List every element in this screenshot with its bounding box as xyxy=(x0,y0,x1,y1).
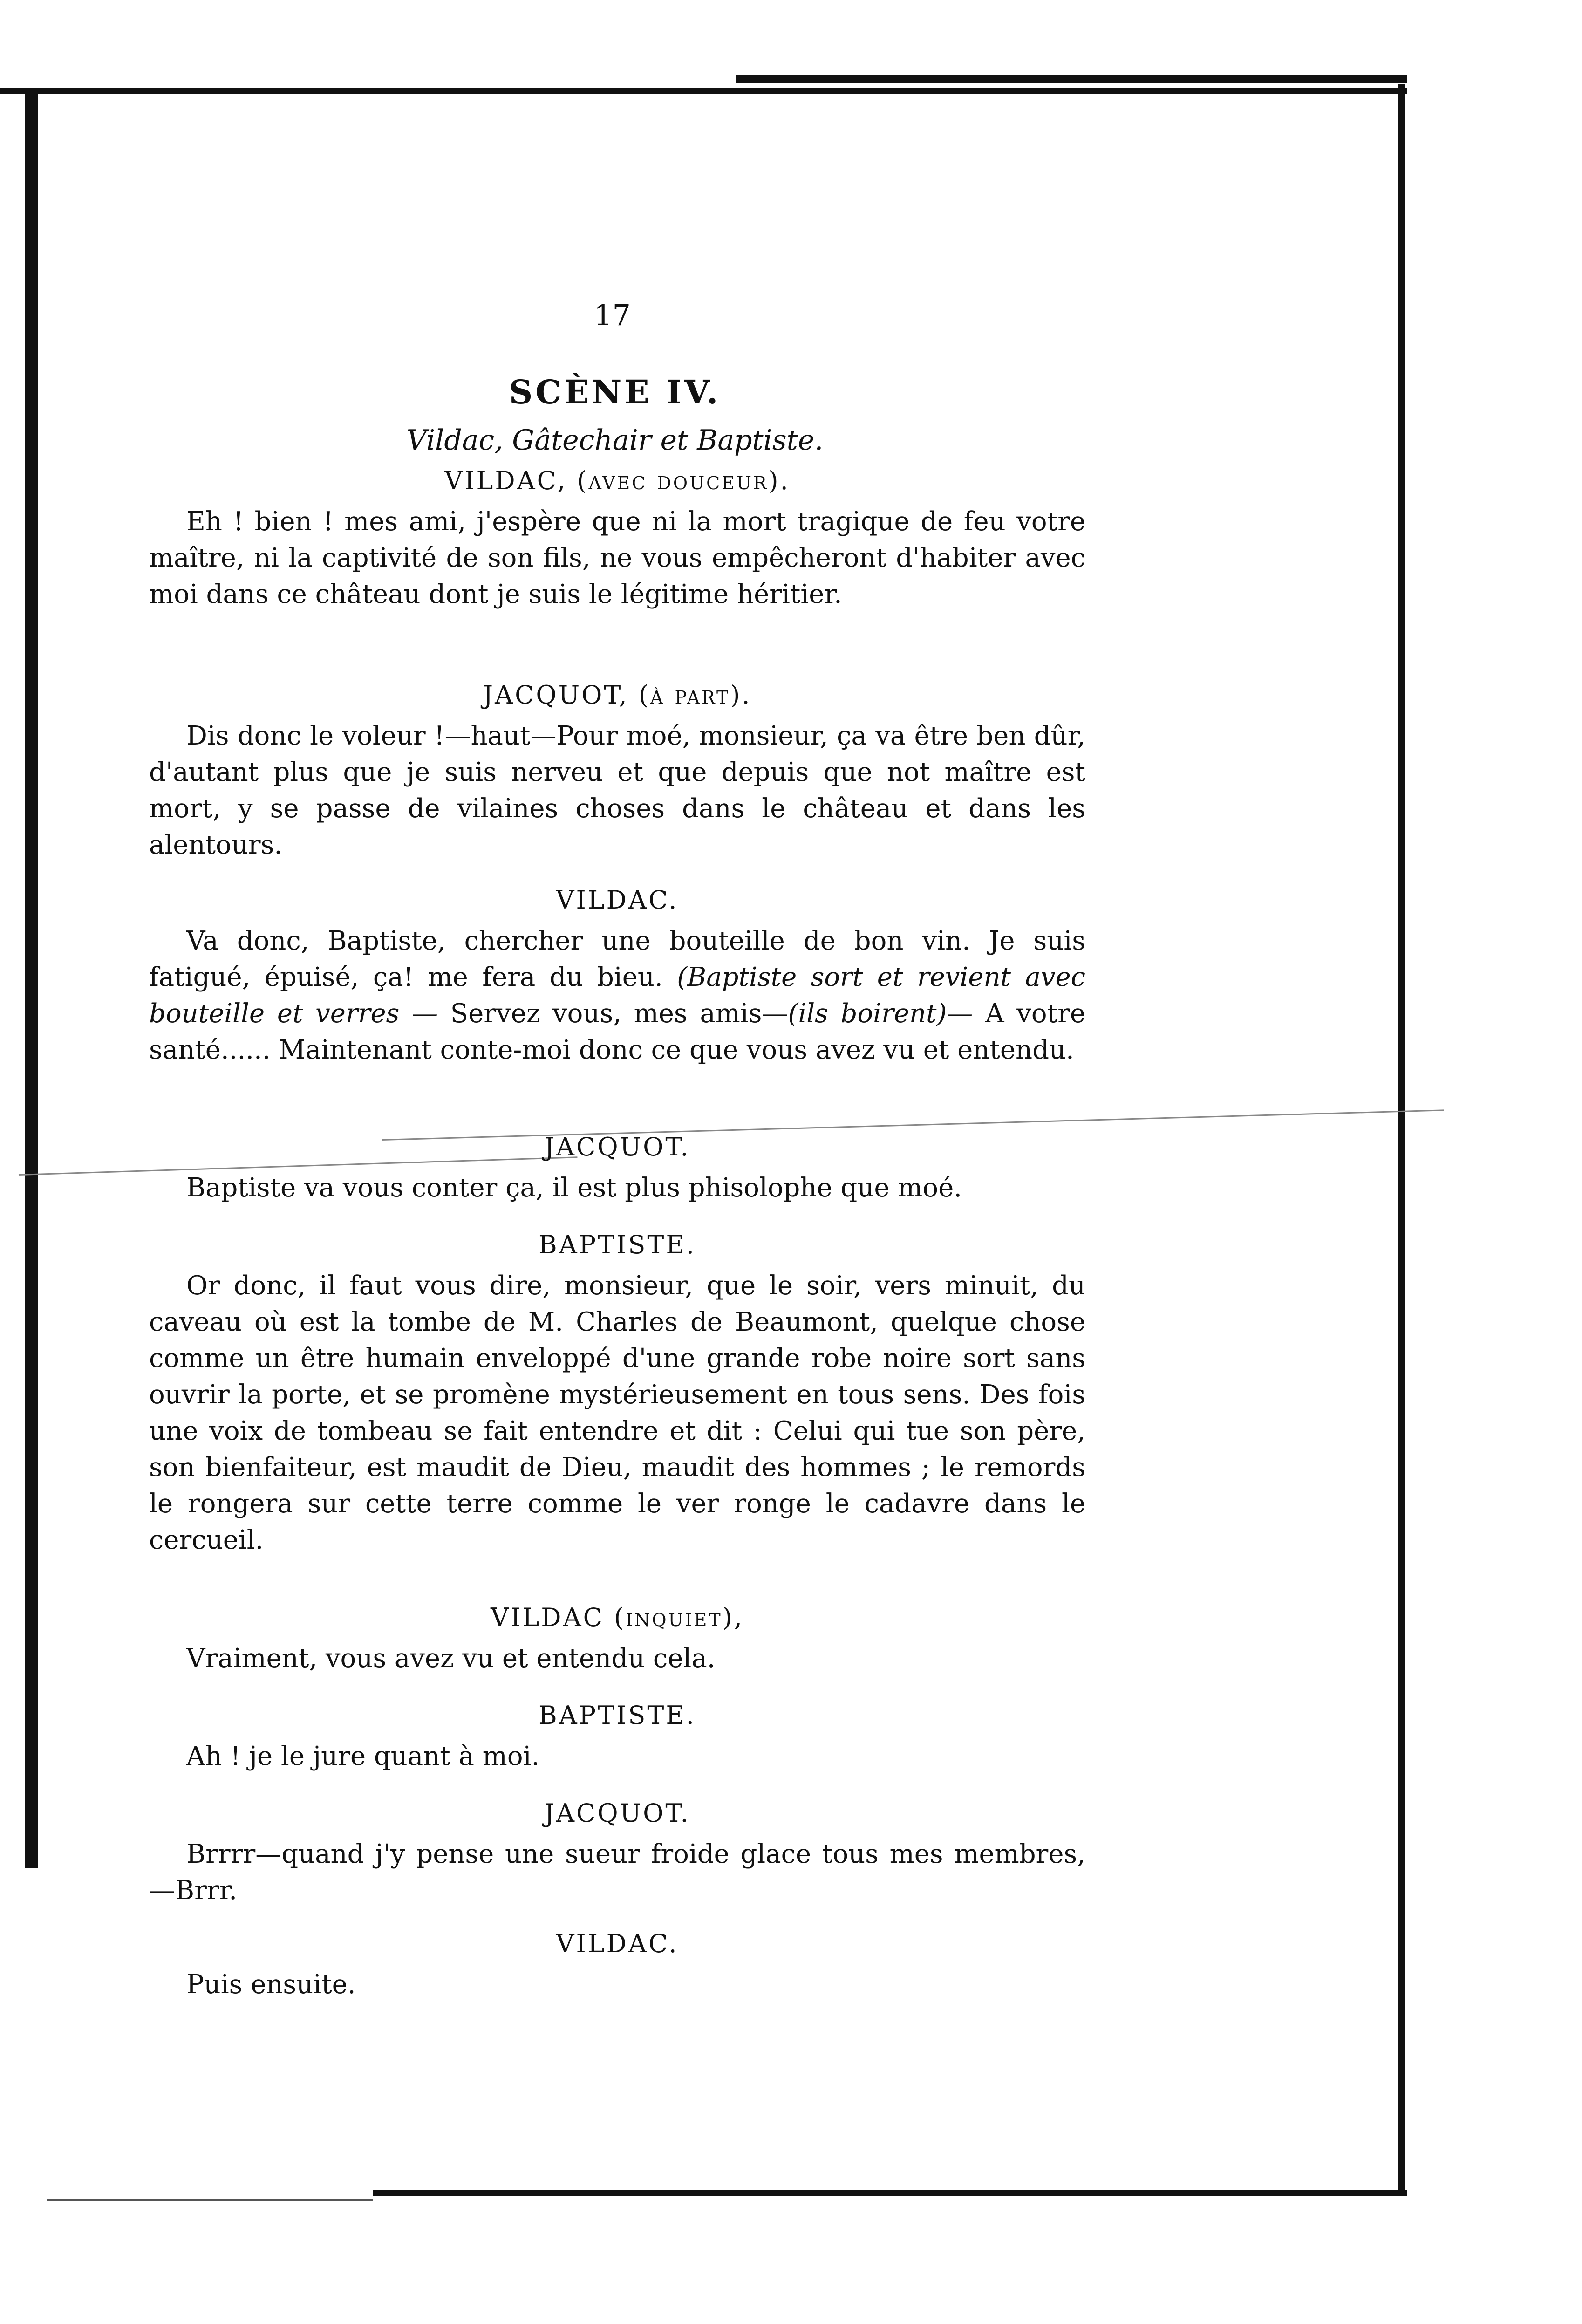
speaker-label: BAPTISTE. xyxy=(539,1230,696,1259)
dialogue-text: Brrrr—quand j'y pense une sueur froide glace tous mes membres,—Brrr. xyxy=(149,1839,1085,1906)
dialogue-block xyxy=(149,1798,1085,1909)
dialogue-text-part: Servez vous, mes amis— xyxy=(450,998,788,1029)
dialogue-block xyxy=(149,1230,1085,1558)
scene-characters: Vildac, Gâtechair et Baptiste. xyxy=(406,424,824,457)
speaker-label: JACQUOT. xyxy=(544,1132,690,1162)
dialogue-text: Vraiment, vous avez vu et entendu cela. xyxy=(186,1643,716,1674)
dialogue-text xyxy=(149,923,1085,1068)
scan-border-right xyxy=(1398,84,1405,2190)
dialogue-text: Puis ensuite. xyxy=(186,1969,356,2000)
scan-border-bottom-thin xyxy=(47,2199,373,2201)
dialogue-text: Or donc, il faut vous dire, monsieur, que le soir, vers minuit, du caveau où est la tombe de M. Charles de Beaumont, quelque chose comme un être humain enveloppé d'une grande robe noire sort sans ouvrir la porte, et se promène mystérieusement en tous sens. Des fois une voix de tombeau se fait entendre et dit : Celui qui tue son père, son bienfaiteur, est maudit de Dieu, maudit des hommes ; le remords le rongera sur cette terre comme le ver ronge le cadavre dans le cercueil. xyxy=(149,1271,1085,1555)
scan-border-bottom xyxy=(373,2190,1407,2196)
dialogue-text-part: A votre santé...... Maintenant conte-moi donc ce que vous avez vu et entendu. xyxy=(149,998,1086,1065)
dialogue-block xyxy=(149,1929,1085,2003)
speaker-label: JACQUOT. xyxy=(544,1798,690,1828)
stage-direction: (Baptiste sort et revient avec bouteille et verres — xyxy=(149,962,1085,1029)
dialogue-block xyxy=(149,885,1085,1068)
dialogue-block xyxy=(149,1701,1085,1775)
speaker-label: VILDAC, (avec douceur). xyxy=(444,466,790,495)
speaker-label: BAPTISTE. xyxy=(539,1701,696,1730)
speaker-label: VILDAC (inquiet), xyxy=(491,1603,744,1632)
dialogue-block xyxy=(149,680,1085,863)
dialogue-text: Dis donc le voleur !—haut—Pour moé, monsieur, ça va être ben dûr, d'autant plus que je suis nerveu et que depuis que not maître est mort, y se passe de vilaines choses dans le château et dans les alentours. xyxy=(149,721,1085,860)
speaker-label: JACQUOT, (à part). xyxy=(483,680,752,710)
scan-border-top-thick xyxy=(736,75,1407,83)
dialogue-text: Eh ! bien ! mes ami, j'espère que ni la mort tragique de feu votre maître, ni la captivité de son fils, ne vous empêcheront d'habiter avec moi dans ce château dont je suis le légitime héritier. xyxy=(149,506,1085,609)
speaker-label: VILDAC. xyxy=(556,1929,679,1958)
dialogue-block xyxy=(149,1603,1085,1677)
scene-title: SCÈNE IV. xyxy=(509,373,721,411)
page-number: 17 xyxy=(594,298,631,332)
stage-direction: (ils boirent)— xyxy=(788,998,973,1029)
scan-border-left xyxy=(25,89,38,1868)
dialogue-text-part: Va donc, Baptiste, chercher une bouteille de bon vin. Je suis fatigué, épuisé, ça! me fera du bieu. xyxy=(149,926,1085,992)
scan-border-top xyxy=(0,88,1407,94)
dialogue-text: Baptiste va vous conter ça, il est plus phisolophe que moé. xyxy=(186,1173,962,1203)
dialogue-block xyxy=(149,466,1085,613)
dialogue-block xyxy=(149,1132,1085,1206)
dialogue-text: Ah ! je le jure quant à moi. xyxy=(186,1741,540,1771)
speaker-label: VILDAC. xyxy=(556,885,679,915)
